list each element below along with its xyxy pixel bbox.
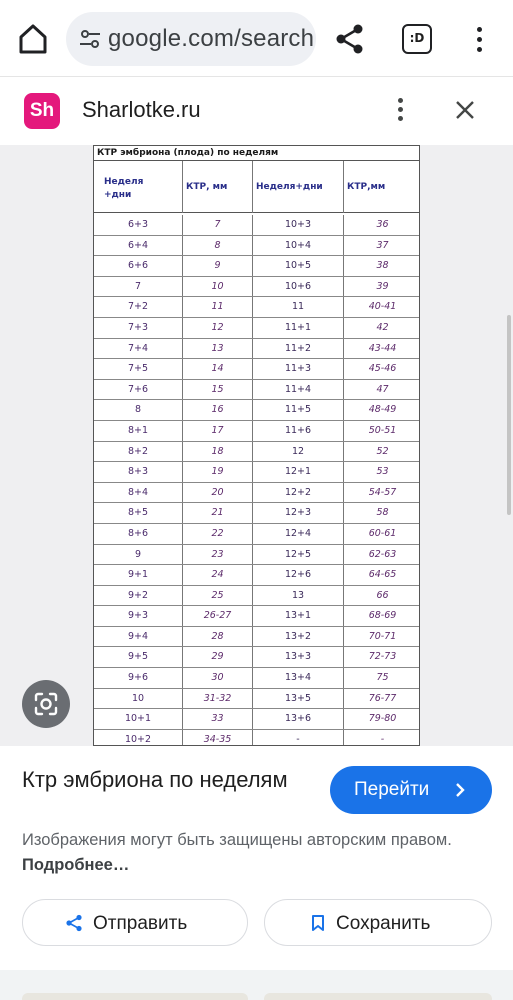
table-cell: 40-41 — [368, 301, 397, 313]
table-cell: 9+2 — [94, 586, 183, 606]
table-cell: 24 — [183, 565, 253, 585]
table-cell: 75 — [376, 672, 389, 684]
table-cell: 9 — [94, 545, 183, 565]
table-cell: 76-77 — [368, 692, 397, 704]
table-cell: 19 — [183, 462, 253, 482]
table-cell: 10+5 — [253, 256, 344, 276]
table-row — [94, 709, 419, 730]
table-cell: 72-73 — [368, 651, 397, 663]
table-cell: 31-32 — [183, 689, 253, 709]
table-cell: 10+2 — [94, 730, 183, 746]
table-cell: 12+5 — [253, 545, 344, 565]
learn-more-link[interactable]: Подробнее… — [22, 856, 130, 874]
table-cell: 45-46 — [368, 363, 397, 375]
table-row — [94, 647, 419, 668]
table-cell: 10 — [94, 689, 183, 709]
table-cell: 38 — [376, 260, 389, 272]
table-cell: 8+1 — [94, 421, 183, 441]
table-cell: 37 — [376, 239, 389, 251]
table-cell: 12+1 — [253, 462, 344, 482]
table-row — [94, 380, 419, 401]
share-icon[interactable] — [334, 22, 366, 56]
table-cell: 68-69 — [368, 610, 397, 622]
table-cell: 10+4 — [253, 236, 344, 256]
table-row — [94, 277, 419, 298]
table-row — [94, 256, 419, 277]
table-cell: 33 — [183, 709, 253, 729]
table-cell: 9 — [183, 256, 253, 276]
table-row — [94, 462, 419, 483]
image-title: Ктр эмбриона по неделям — [22, 767, 288, 792]
table-row — [94, 359, 419, 380]
table-row — [94, 586, 419, 607]
table-cell: 50-51 — [368, 424, 397, 436]
header-week-days: Неделя +дни — [94, 161, 183, 213]
table-cell: 12 — [183, 318, 253, 338]
table-cell: 10+1 — [94, 709, 183, 729]
table-cell: 9+4 — [94, 627, 183, 647]
table-row — [94, 339, 419, 360]
site-logo: Sh — [24, 93, 60, 129]
address-bar[interactable] — [66, 12, 316, 66]
table-cell: 22 — [183, 524, 253, 544]
table-cell: 48-49 — [368, 404, 397, 416]
copyright-notice — [22, 828, 492, 878]
header-ktr: КТР, мм — [183, 161, 253, 213]
table-cell: 60-61 — [368, 527, 397, 539]
save-button[interactable] — [264, 899, 492, 946]
table-cell: 13 — [183, 339, 253, 359]
table-cell: 11 — [183, 297, 253, 317]
bookmark-icon — [309, 914, 327, 932]
table-row — [94, 668, 419, 689]
table-cell: 9+1 — [94, 565, 183, 585]
table-cell: 34-35 — [183, 730, 253, 746]
next-result-card-right[interactable] — [264, 993, 492, 1000]
table-cell: 11+6 — [253, 421, 344, 441]
table-cell: 6+4 — [94, 236, 183, 256]
save-button-label: Сохранить — [336, 913, 431, 934]
table-row — [94, 297, 419, 318]
table-cell: 13+3 — [253, 647, 344, 667]
table-cell: 25 — [183, 586, 253, 606]
viewer-scrollbar[interactable] — [507, 315, 511, 515]
table-row — [94, 236, 419, 257]
site-settings-icon[interactable] — [78, 27, 102, 51]
header-week-days-2: Неделя+дни — [253, 161, 344, 213]
table-cell: 7+6 — [94, 380, 183, 400]
google-lens-button[interactable] — [22, 680, 70, 728]
table-cell: 7 — [183, 215, 253, 235]
table-cell: 7+3 — [94, 318, 183, 338]
tab-count: :D — [409, 31, 425, 45]
table-cell: 13+1 — [253, 606, 344, 626]
visit-button[interactable] — [330, 766, 492, 814]
table-header — [94, 161, 419, 213]
table-cell: 30 — [183, 668, 253, 688]
table-cell: 15 — [183, 380, 253, 400]
table-cell: 58 — [376, 507, 389, 519]
table-cell: 13+4 — [253, 668, 344, 688]
table-cell: 12+6 — [253, 565, 344, 585]
table-cell: 21 — [183, 503, 253, 523]
table-cell: 13+5 — [253, 689, 344, 709]
url-text[interactable]: google.com/search — [108, 25, 315, 52]
table-cell: 12+3 — [253, 503, 344, 523]
share-button-label: Отправить — [93, 913, 188, 934]
table-cell: 11+5 — [253, 400, 344, 420]
table-cell: 8+2 — [94, 442, 183, 462]
table-cell: 20 — [183, 483, 253, 503]
header-ktr-2: КТР,мм — [347, 182, 386, 192]
table-cell: 8+5 — [94, 503, 183, 523]
table-row — [94, 689, 419, 710]
image-viewer[interactable] — [0, 145, 513, 746]
table-cell: 9+6 — [94, 668, 183, 688]
table-cell: 64-65 — [368, 569, 397, 581]
image-details-panel — [0, 746, 513, 970]
table-row — [94, 442, 419, 463]
chevron-right-icon — [455, 782, 465, 798]
table-row — [94, 606, 419, 627]
share-button[interactable] — [22, 899, 248, 946]
table-cell: 8 — [94, 400, 183, 420]
table-cell: 53 — [376, 466, 389, 478]
table-cell: 79-80 — [368, 713, 397, 725]
table-row — [94, 400, 419, 421]
table-cell: 9+5 — [94, 647, 183, 667]
table-cell: 6+6 — [94, 256, 183, 276]
browser-toolbar — [0, 0, 513, 76]
table-row — [94, 730, 419, 746]
table-cell: 13 — [253, 586, 344, 606]
table-cell: 12 — [253, 442, 344, 462]
table-cell: 29 — [183, 647, 253, 667]
table-cell: 42 — [376, 321, 389, 333]
table-cell: 39 — [376, 280, 389, 292]
table-cell: 6+3 — [94, 215, 183, 235]
table-cell: 13+6 — [253, 709, 344, 729]
table-cell: 13+2 — [253, 627, 344, 647]
table-cell: 10+6 — [253, 277, 344, 297]
next-result-card-left[interactable] — [22, 993, 248, 1000]
table-title: КТР эмбриона (плода) по неделям — [94, 146, 419, 161]
table-cell: 7 — [94, 277, 183, 297]
table-cell: 11+1 — [253, 318, 344, 338]
more-vert-icon[interactable] — [468, 22, 492, 56]
table-cell: 8+6 — [94, 524, 183, 544]
table-cell: 8+3 — [94, 462, 183, 482]
table-cell: 8+4 — [94, 483, 183, 503]
table-cell: 28 — [183, 627, 253, 647]
lens-icon — [22, 680, 70, 728]
table-row — [94, 483, 419, 504]
close-icon[interactable] — [450, 95, 480, 125]
table-cell: 11+4 — [253, 380, 344, 400]
table-cell: 10 — [183, 277, 253, 297]
table-cell: 16 — [183, 400, 253, 420]
site-more-icon[interactable] — [390, 93, 412, 127]
table-cell: 7+4 — [94, 339, 183, 359]
table-cell: 47 — [376, 383, 389, 395]
table-cell: 23 — [183, 545, 253, 565]
table-cell: 18 — [183, 442, 253, 462]
table-row — [94, 524, 419, 545]
table-row — [94, 318, 419, 339]
table-cell: 7+2 — [94, 297, 183, 317]
table-cell: 9+3 — [94, 606, 183, 626]
site-name[interactable]: Sharlotke.ru — [82, 97, 201, 122]
table-cell: 14 — [183, 359, 253, 379]
table-cell: - — [380, 733, 385, 745]
visit-button-label: Перейти — [354, 779, 430, 800]
table-cell: 12+2 — [253, 483, 344, 503]
table-row — [94, 215, 419, 236]
table-cell: 12+4 — [253, 524, 344, 544]
table-row — [94, 545, 419, 566]
table-cell: 8 — [183, 236, 253, 256]
table-cell: 10+3 — [253, 215, 344, 235]
table-cell: 7+5 — [94, 359, 183, 379]
site-header — [0, 77, 513, 145]
table-cell: 54-57 — [368, 486, 397, 498]
home-icon[interactable] — [14, 20, 52, 58]
table-cell: 17 — [183, 421, 253, 441]
copyright-text: Изображения могут быть защищены авторским правом. — [22, 831, 452, 849]
table-cell: 11 — [253, 297, 344, 317]
table-cell: 43-44 — [368, 342, 397, 354]
tab-switcher-button[interactable] — [402, 24, 432, 54]
table-cell: 26-27 — [183, 606, 253, 626]
table-cell: 36 — [376, 219, 389, 230]
table-cell: 11+2 — [253, 339, 344, 359]
preview-image-table — [93, 145, 420, 746]
table-row — [94, 627, 419, 648]
table-cell: 11+3 — [253, 359, 344, 379]
table-row — [94, 421, 419, 442]
table-cell: 70-71 — [368, 630, 397, 642]
table-cell: 52 — [376, 445, 389, 457]
share-icon — [65, 914, 83, 932]
table-cell: 62-63 — [368, 548, 397, 560]
table-cell: - — [253, 730, 344, 746]
table-cell: 66 — [376, 589, 389, 601]
table-row — [94, 503, 419, 524]
table-row — [94, 565, 419, 586]
table-body — [94, 215, 419, 746]
